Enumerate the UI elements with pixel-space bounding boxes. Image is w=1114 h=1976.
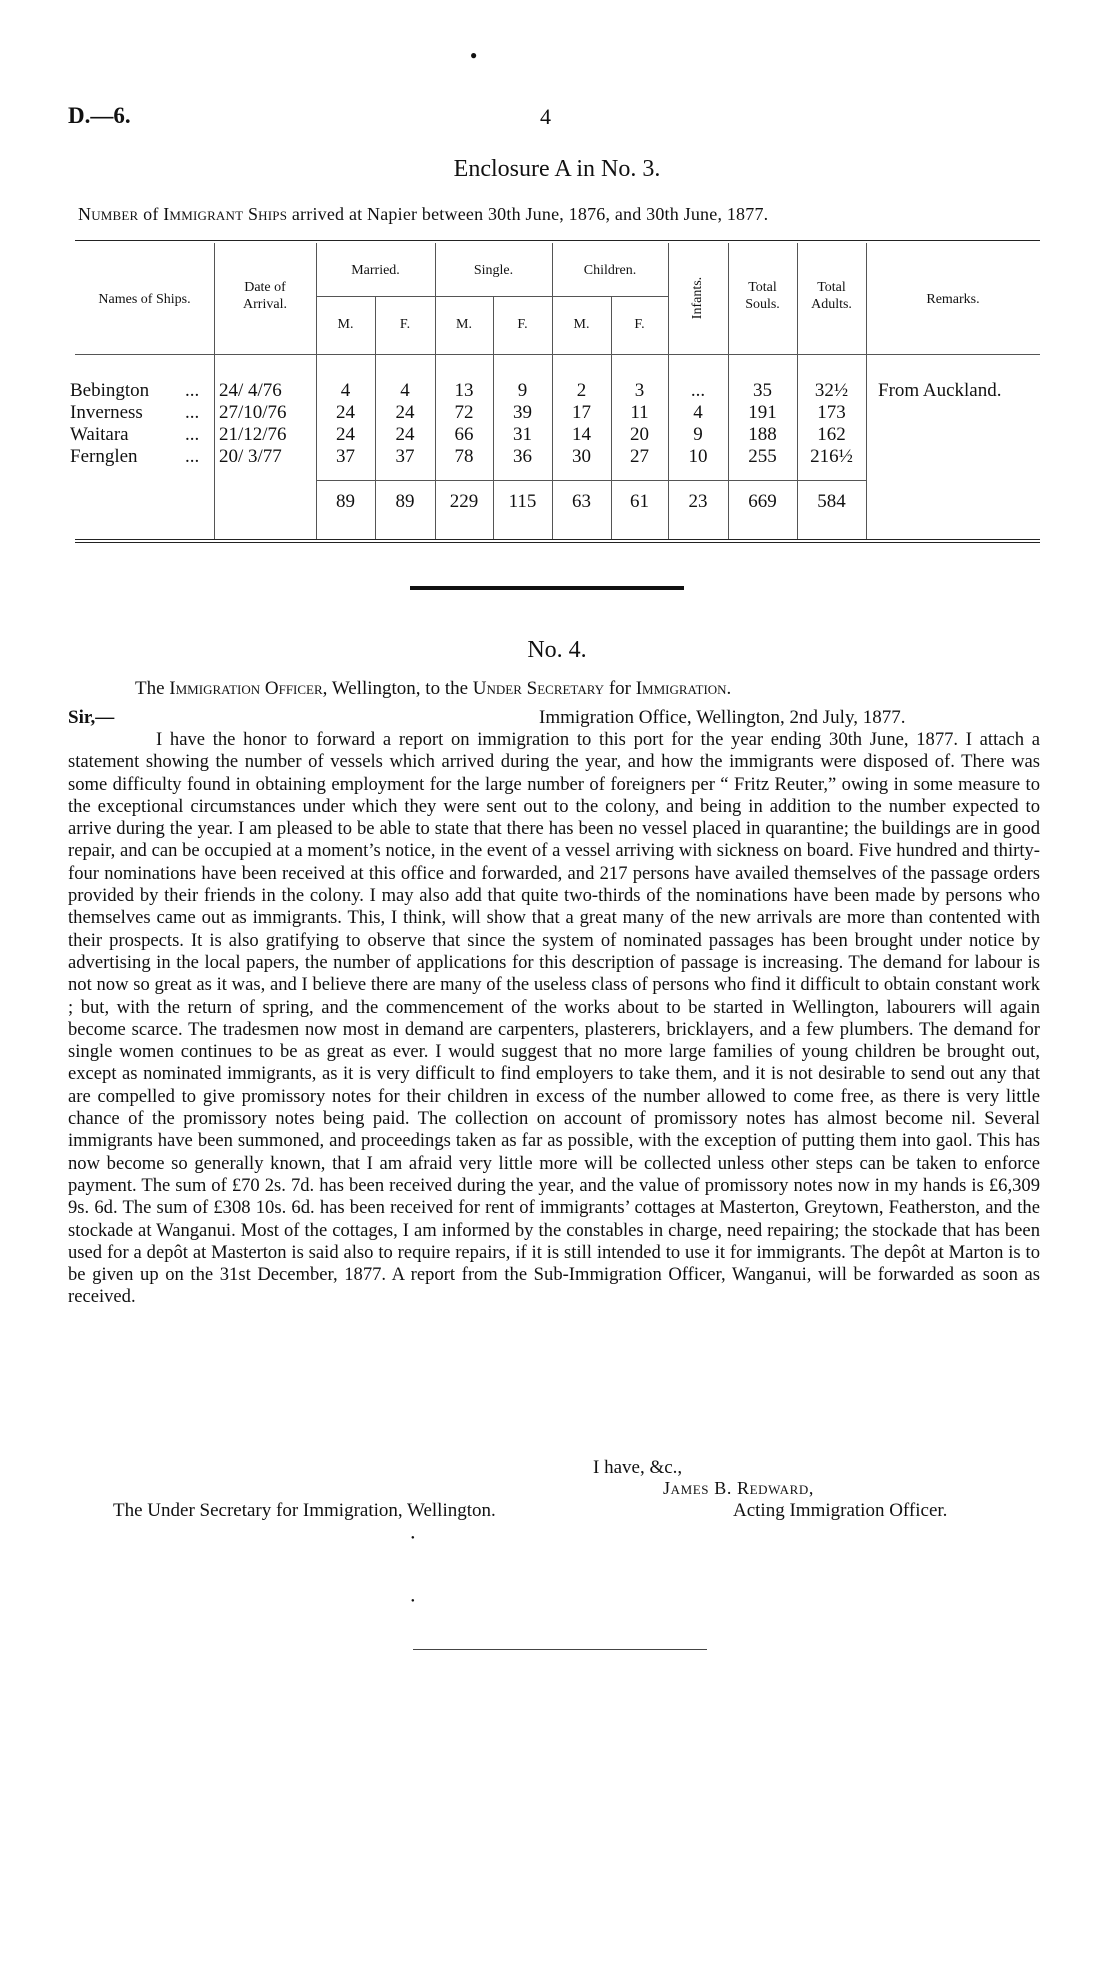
children-f: 27 <box>630 446 649 467</box>
total-adults: 32½ <box>814 380 849 401</box>
total-souls: 35 <box>753 380 772 401</box>
letter-body: I have the honor to forward a report on immigration to this port for the year ending 30th June, 1877. I attach a statement showing the number of vessels which arrived during the year, and how the immigrants were disposed of. There was some difficulty found in obtaining employment for the large number of foreigners per “ Fritz Reuter,” owing in some measure to the exceptional circumstances under which they were sent out to the colony, and being in addition to the number expected to arrive during the year. I am pleased to be able to state that there has been no vessel placed in quarantine; the buildings are in good repair, and can be occupied at a moment’s notice, in the event of a vessel arriving with sickness on board. Five hundred and thirty-four nominations have been received at this office and forwarded, and 217 persons have availed themselves of the passage orders provided by their friends in the colony. I may also add that quite two-thirds of the nominations have been made by persons who themselves came out as immigrants. This, I think, will show that a great many of the new arrivals are more than contented with their prospects. It is also gratifying to observe that since the system of nominated passages has been brought under notice by advertising in the local papers, the number of applications for this description of passage is increasing. The demand for labour is not now so great as it was, and I believe there are many of the useless class of persons who find it difficult to obtain constant work ; but, with the return of spring, and the commencement of the works about to be started in Wellington, labourers will again become scarce. The tradesmen now most in demand are carpenters, plasterers, bricklayers, and a few plumbers. The demand for single women continues to be as great as ever. I would suggest that no more large families of young children be brought out, except as nominated immigrants, as it is very difficult to find employers to take them, and it is not desirable to send out any that are compelled to give promissory notes for their children in excess of the number allowed to come free, as there is very little chance of the promissory notes being paid. The collection on account of promissory notes has almost become nil. Several immigrants have been summoned, and proceedings taken as far as possible, with the exception of putting them into gaol. This has now become so generally known, that I am afraid very little more will be collected unless other steps can be taken to enforce payment. The sum of £70 2s. 7d. has been received during the year, and the value of promissory notes now in my hands is £6,309 9s. 6d. The sum of £308 10s. 6d. has been received for rent of immigrants’ cottages at Masterton, Greytown, Featherston, and the stockade at Wanganui. Most of the cottages, I am informed by the constables in charge, need repairing; the stockade that has been used for a depôt at Masterton is said also to require repairs, if it is still intended to use it for immigrants. The depôt at Marton is to be given up on the 31st December, 1877. A report from the Sub-Immigration Officer, Wanganui, will be forwarded as soon as received. <box>68 729 1040 1308</box>
ship-name: Inverness <box>70 402 143 423</box>
heading-officer: Immigration Officer <box>169 678 323 699</box>
header-bottom-rule <box>75 354 1040 355</box>
salutation: Sir,— <box>68 707 115 728</box>
total-souls-sum: 669 <box>748 491 777 512</box>
addressee: The Under Secretary for Immigration, Wellington. <box>113 1500 496 1521</box>
enclosure-title: Enclosure A in No. 3. <box>453 156 661 182</box>
single-f: 39 <box>513 402 532 423</box>
header-single-f: F. <box>517 317 528 332</box>
single-f: 36 <box>513 446 532 467</box>
letter-number: No. 4. <box>527 637 587 663</box>
total-children-m: 63 <box>572 491 591 512</box>
total-souls: 188 <box>748 424 777 445</box>
speck: ● <box>411 1535 415 1541</box>
letter-heading <box>135 678 731 700</box>
document-reference: D.—6. <box>68 103 131 128</box>
header-date-1: Date of <box>244 280 286 295</box>
header-married-m: M. <box>337 317 354 332</box>
header-children-m: M. <box>573 317 590 332</box>
closing: I have, &c., <box>593 1457 683 1478</box>
header-married-f: F. <box>399 317 411 332</box>
children-m: 17 <box>572 402 591 423</box>
heading-mid: , Wellington, to the <box>322 678 473 699</box>
single-m: 13 <box>454 380 474 401</box>
single-m: 78 <box>454 446 474 467</box>
total-souls: 255 <box>748 446 777 467</box>
col-divider <box>866 243 867 539</box>
leader-dots: ... <box>185 402 200 423</box>
total-infants: 23 <box>688 491 708 512</box>
total-single-m: 229 <box>449 491 479 512</box>
header-infants: Infants. <box>690 276 705 320</box>
married-m: 37 <box>336 446 355 467</box>
header-names: Names of Ships. <box>98 292 191 307</box>
place-date: Immigration Office, Wellington, 2nd July, 1877. <box>539 707 906 728</box>
caption-rest: arrived at Napier between 30th June, 1876, and 30th June, 1877. <box>287 204 769 224</box>
header-children: Children. <box>583 263 637 278</box>
header-married: Married. <box>351 263 400 278</box>
total-married-f: 89 <box>395 491 415 512</box>
heading-end: . <box>726 678 732 699</box>
header-total-adults-2: Adults. <box>811 297 852 312</box>
total-adults: 216½ <box>810 446 853 467</box>
total-married-m: 89 <box>336 491 355 512</box>
leader-dots: ... <box>185 380 200 401</box>
ship-name: Fernglen <box>70 446 138 467</box>
table-caption <box>78 204 768 225</box>
caption-ships: Ships <box>247 204 288 224</box>
total-adults-sum: 584 <box>817 491 846 512</box>
total-single-f: 115 <box>508 491 537 512</box>
arrival-date: 21/12/76 <box>219 424 287 445</box>
married-f: 24 <box>395 424 415 445</box>
children-f: 20 <box>630 424 649 445</box>
header-total-adults-1: Total <box>817 280 846 295</box>
single-f: 31 <box>513 424 532 445</box>
stray-mark: ● <box>470 48 478 62</box>
married-f: 4 <box>400 380 410 401</box>
children-m: 2 <box>576 380 587 401</box>
header-single: Single. <box>473 263 514 278</box>
heading-immigration: Immigration <box>635 678 727 699</box>
arrival-date: 27/10/76 <box>219 402 287 423</box>
single-f: 9 <box>517 380 528 401</box>
table-bottom-rule-2 <box>75 542 1040 543</box>
caption-number: Number <box>78 204 139 224</box>
total-adults: 173 <box>817 402 846 423</box>
remarks: From Auckland. <box>878 380 1002 401</box>
married-m: 24 <box>336 402 355 423</box>
heading-under-secretary: Under Secretary <box>472 678 605 699</box>
totals-rule <box>316 480 866 481</box>
single-m: 72 <box>454 402 474 423</box>
children-f: 11 <box>630 402 649 423</box>
caption-of: of <box>138 204 164 224</box>
speck: ● <box>411 1598 415 1604</box>
section-divider <box>410 586 684 590</box>
total-souls: 191 <box>748 402 777 423</box>
children-f: 3 <box>634 380 645 401</box>
married-m: 24 <box>336 424 355 445</box>
end-rule <box>413 1649 707 1650</box>
married-f: 37 <box>395 446 415 467</box>
signature-title: Acting Immigration Officer. <box>733 1500 948 1521</box>
children-m: 14 <box>572 424 591 445</box>
total-adults: 162 <box>817 424 846 445</box>
married-f: 24 <box>395 402 415 423</box>
arrival-date: 24/ 4/76 <box>219 380 282 401</box>
leader-dots: ... <box>185 424 200 445</box>
ship-name: Waitara <box>70 424 129 445</box>
signature-name: James B. Redward, <box>663 1478 814 1498</box>
header-date-2: Arrival. <box>243 297 287 312</box>
married-m: 4 <box>340 380 351 401</box>
table-top-rule <box>75 240 1040 241</box>
caption-immigrant: Immigrant <box>163 204 244 224</box>
header-single-m: M. <box>456 317 472 332</box>
leader-dots: ... <box>185 446 200 467</box>
single-m: 66 <box>454 424 474 445</box>
heading-for: for <box>604 678 636 699</box>
ship-name: Bebington <box>70 380 150 401</box>
infants: 4 <box>693 402 703 423</box>
page-number: 4 <box>540 104 551 129</box>
header-children-f: F. <box>634 317 645 332</box>
table-bottom-rule <box>75 539 1040 540</box>
infants: ... <box>690 380 706 401</box>
header-total-souls-2: Souls. <box>745 297 780 312</box>
header-remarks: Remarks. <box>926 292 980 307</box>
infants: 10 <box>688 446 708 467</box>
infants: 9 <box>693 424 703 445</box>
heading-the: The <box>135 678 170 699</box>
arrival-date: 20/ 3/77 <box>219 446 282 467</box>
header-total-souls-1: Total <box>748 280 777 295</box>
total-children-f: 61 <box>630 491 649 512</box>
children-m: 30 <box>572 446 591 467</box>
group-header-rule <box>316 296 668 297</box>
